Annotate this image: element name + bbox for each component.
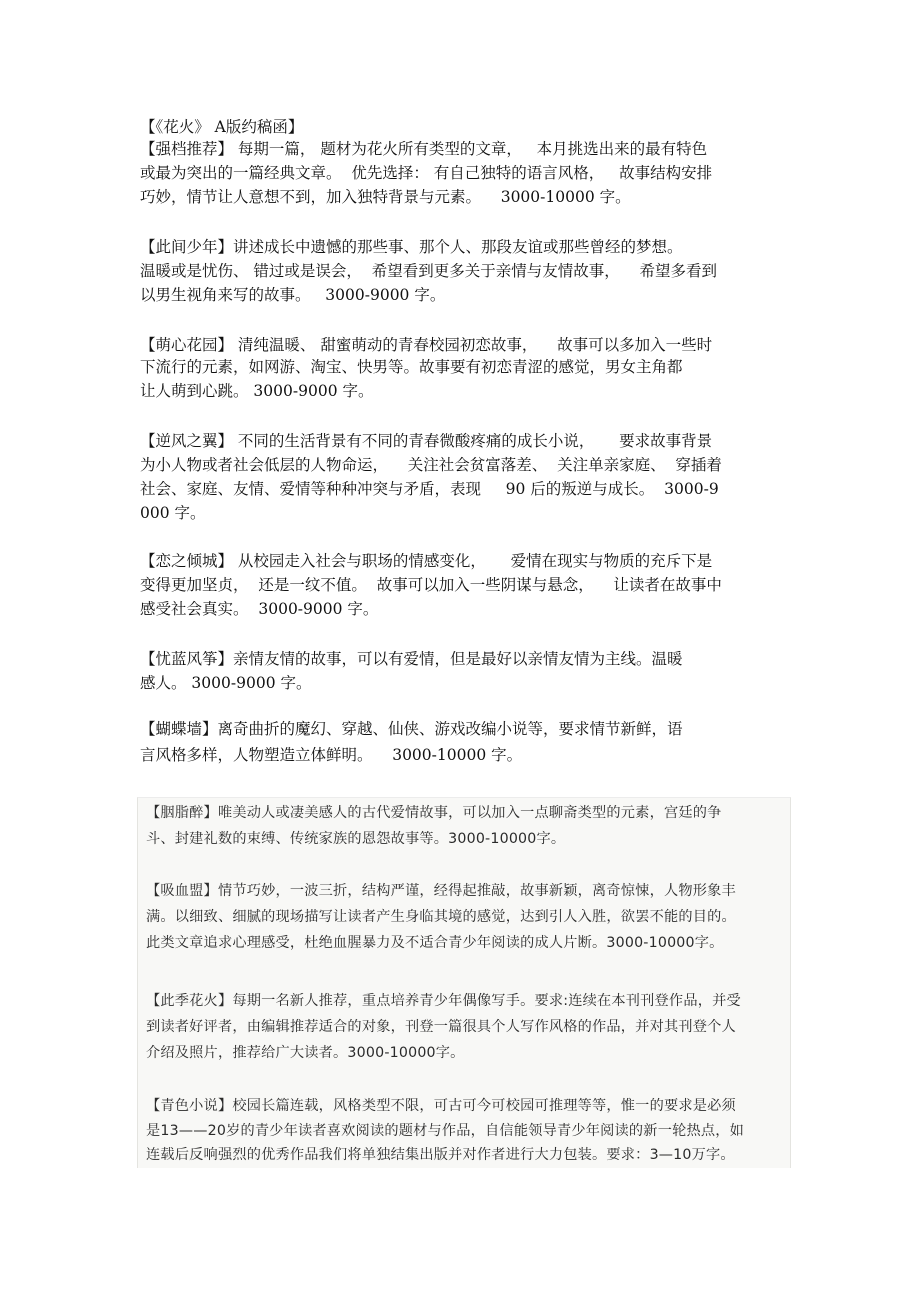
scanned-excerpt xyxy=(137,797,791,1168)
section-nifeng-line-4: 000 字。 xyxy=(140,504,206,522)
section-hudie-line-1: 【蝴蝶墙】离奇曲折的魔幻、穿越、仙侠、游戏改编小说等，要求情节新鲜，语 xyxy=(140,720,683,738)
section-qiangdang-line-2: 或最为突出的一篇经典文章。 优先选择： 有自己独特的语言风格， 故事结构安排 xyxy=(140,164,713,182)
section-mengxin-line-2: 下流行的元素，如网游、淘宝、快男等。故事要有初恋青涩的感觉，男女主角都 xyxy=(140,358,683,376)
scan-qingse-line-2: 是13——20岁的青少年读者喜欢阅读的题材与作品，自信能领导青少年阅读的新一轮热点，如 xyxy=(146,1123,745,1139)
scan-jihua-line-1: 【此季花火】每期一名新人推荐，重点培养青少年偶像写手。要求:连续在本刊刊登作品，并受 xyxy=(146,993,741,1009)
scan-xixue-line-1: 【吸血盟】情节巧妙，一波三折，结构严谨，经得起推敲，故事新颖，离奇惊悚，人物形象丰 xyxy=(146,883,736,899)
scan-qingse-line-3: 连载后反响强烈的优秀作品我们将单独结集出版并对作者进行大力包装。要求：3—10万字。 xyxy=(146,1147,735,1163)
section-lianzhi-line-3: 感受社会真实。 3000-9000 字。 xyxy=(140,600,379,618)
section-cijian-line-1: 【此间少年】讲述成长中遗憾的那些事、那个人、那段友谊或那些曾经的梦想。 xyxy=(140,238,683,256)
section-mengxin-line-3: 让人萌到心跳。 3000-9000 字。 xyxy=(140,382,374,400)
section-youlan-line-1: 【忧蓝风筝】亲情友情的故事，可以有爱情，但是最好以亲情友情为主线。温暖 xyxy=(140,650,683,668)
section-nifeng-line-3: 社会、家庭、友情、爱情等种种冲突与矛盾，表现 90 后的叛逆与成长。 3000-9 xyxy=(140,480,719,498)
scan-yanzhi-line-1: 【胭脂醉】唯美动人或凄美感人的古代爱情故事，可以加入一点聊斋类型的元素，宫廷的争 xyxy=(146,805,722,821)
section-hudie-line-2: 言风格多样，人物塑造立体鲜明。 3000-10000 字。 xyxy=(140,746,523,764)
scan-qingse-line-1: 【青色小说】校园长篇连载，风格类型不限，可古可今可校园可推理等等，惟一的要求是必须 xyxy=(146,1098,736,1114)
section-nifeng-line-1: 【逆风之翼】 不同的生活背景有不同的青春微酸疼痛的成长小说， 要求故事背景 xyxy=(140,432,713,450)
scan-xixue-line-3: 此类文章追求心理感受，杜绝血腥暴力及不适合青少年阅读的成人片断。3000-10000字。 xyxy=(146,935,724,951)
section-lianzhi-line-2: 变得更加坚贞， 还是一纹不值。 故事可以加入一些阴谋与悬念， 让读者在故事中 xyxy=(140,576,722,594)
section-cijian-line-3: 以男生视角来写的故事。 3000-9000 字。 xyxy=(140,286,446,304)
section-lianzhi-line-1: 【恋之倾城】 从校园走入社会与职场的情感变化， 爱情在现实与物质的充斥下是 xyxy=(140,552,713,570)
section-qiangdang-line-3: 巧妙，情节让人意想不到，加入独特背景与元素。 3000-10000 字。 xyxy=(140,188,631,206)
section-mengxin-line-1: 【萌心花园】 清纯温暖、 甜蜜萌动的青春校园初恋故事， 故事可以多加入一些时 xyxy=(140,336,713,354)
letter-title: 【《花火》 A版约稿函】 xyxy=(140,118,304,136)
scan-jihua-line-2: 到读者好评者，由编辑推荐适合的对象，刊登一篇很具个人写作风格的作品，并对其刊登个人 xyxy=(146,1019,736,1035)
section-qiangdang-line-1: 【强档推荐】 每期一篇， 题材为花火所有类型的文章， 本月挑选出来的最有特色 xyxy=(140,140,708,158)
scan-xixue-line-2: 满。以细致、细腻的现场描写让读者产生身临其境的感觉，达到引人入胜，欲罢不能的目的。 xyxy=(146,909,736,925)
section-cijian-line-2: 温暖或是忧伤、 错过或是误会， 希望看到更多关于亲情与友情故事， 希望多看到 xyxy=(140,262,717,280)
scan-yanzhi-line-2: 斗、封建礼数的束缚、传统家族的恩怨故事等。3000-10000字。 xyxy=(146,831,566,847)
section-youlan-line-2: 感人。 3000-9000 字。 xyxy=(140,674,312,692)
section-nifeng-line-2: 为小人物或者社会低层的人物命运， 关注社会贫富落差、 关注单亲家庭、 穿插着 xyxy=(140,456,722,474)
scan-jihua-line-3: 介绍及照片，推荐给广大读者。3000-10000字。 xyxy=(146,1045,465,1061)
